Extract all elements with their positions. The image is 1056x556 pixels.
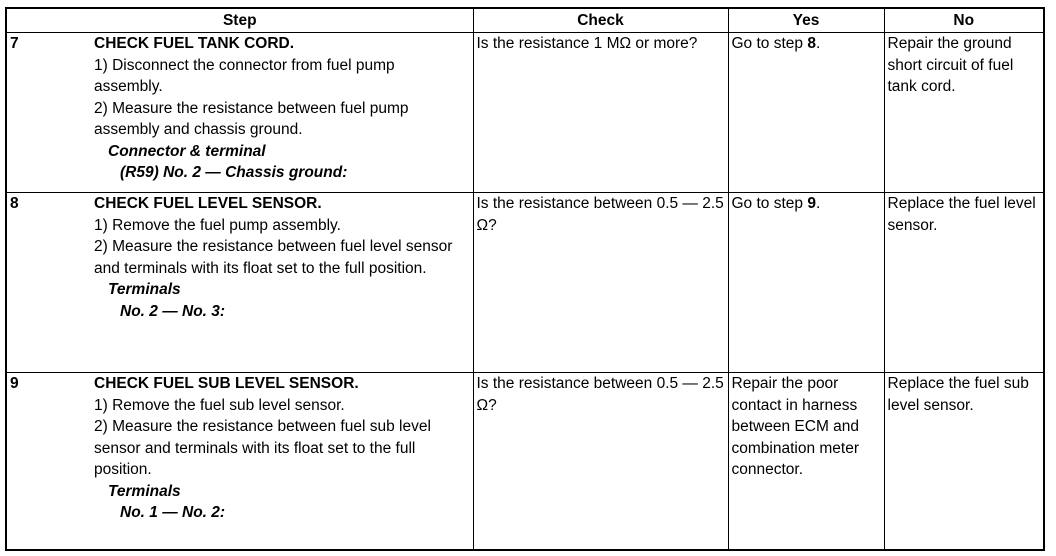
no-cell: Repair the ground short circuit of fuel tank cord. — [884, 33, 1044, 193]
header-yes: Yes — [728, 8, 884, 33]
step-reference: 8 — [807, 35, 816, 52]
header-no: No — [884, 8, 1044, 33]
yes-cell: Go to step 8. — [728, 33, 884, 193]
spec-label: Terminals — [108, 281, 181, 298]
step-substep: 2) Measure the resistance between fuel pump assembly and chassis ground. — [94, 99, 409, 138]
step-number: 7 — [10, 35, 19, 52]
spec-value: No. 2 — No. 3: — [120, 302, 226, 320]
no-cell: Replace the fuel level sensor. — [884, 193, 1044, 373]
table-row — [6, 193, 1044, 373]
step-substep: 2) Measure the resistance between fuel sub level sensor and terminals with its float set to the full position. — [94, 418, 431, 478]
spec-value: (R59) No. 2 — Chassis ground: — [120, 164, 348, 181]
step-number: 8 — [10, 195, 19, 212]
step-cell — [6, 33, 473, 193]
header-step: Step — [6, 8, 473, 33]
step-substep: 1) Disconnect the connector from fuel pump assembly. — [94, 56, 395, 95]
step-title: CHECK FUEL LEVEL SENSOR. — [94, 195, 322, 212]
step-substep: 1) Remove the fuel sub level sensor. — [94, 396, 345, 414]
step-substep: 1) Remove the fuel pump assembly. — [94, 216, 341, 234]
step-cell — [6, 193, 473, 373]
spec-value: No. 1 — No. 2: — [120, 504, 226, 521]
check-cell: Is the resistance between 0.5 — 2.5 Ω? — [473, 193, 728, 373]
spec-label: Connector & terminal — [108, 142, 266, 160]
header-row — [6, 8, 1044, 33]
spec-label: Terminals — [108, 482, 181, 500]
header-check: Check — [473, 8, 728, 33]
table-row — [6, 373, 1044, 551]
yes-cell: Go to step 9. — [728, 193, 884, 373]
step-title: CHECK FUEL TANK CORD. — [94, 35, 295, 52]
step-cell — [6, 373, 473, 551]
table-row — [6, 33, 1044, 193]
diagnostic-table — [5, 7, 1045, 551]
step-reference: 9 — [807, 195, 816, 212]
step-number: 9 — [10, 375, 19, 392]
yes-cell: Repair the poor contact in harness between ECM and combination meter connector. — [728, 373, 884, 551]
step-title: CHECK FUEL SUB LEVEL SENSOR. — [94, 375, 359, 392]
check-cell: Is the resistance 1 MΩ or more? — [473, 33, 728, 193]
step-substep: 2) Measure the resistance between fuel level sensor and terminals with its float set to the full position. — [94, 238, 453, 277]
no-cell: Replace the fuel sub level sensor. — [884, 373, 1044, 551]
check-cell: Is the resistance between 0.5 — 2.5 Ω? — [473, 373, 728, 551]
